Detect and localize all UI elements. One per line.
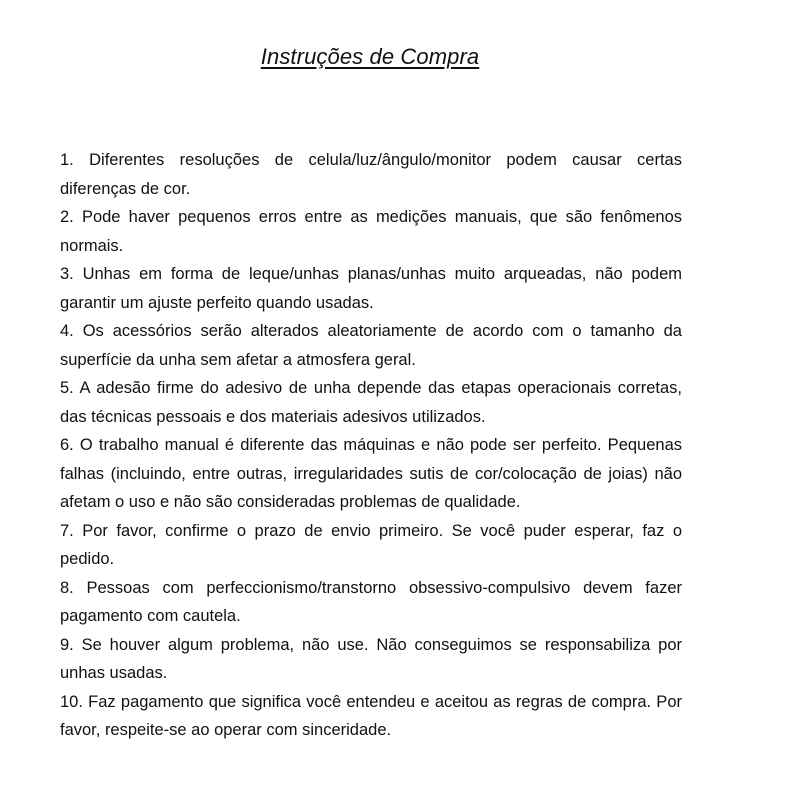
instruction-item-4: 4. Os acessórios serão alterados aleatoriamente de acordo com o tamanho da superfície da unha sem afetar a atmosfera geral. <box>60 322 682 369</box>
page-title: Instruções de Compra <box>260 44 480 69</box>
instruction-item-5: 5. A adesão firme do adesivo de unha depende das etapas operacionais corretas, das técnicas pessoais e dos materiais adesivos utilizados. <box>60 379 682 426</box>
instruction-item-3: 3. Unhas em forma de leque/unhas planas/unhas muito arqueadas, não podem garantir um ajuste perfeito quando usadas. <box>60 265 682 312</box>
instructions-list <box>60 146 682 745</box>
instruction-item-7: 7. Por favor, confirme o prazo de envio primeiro. Se você puder esperar, faz o pedido. <box>60 521 682 568</box>
instruction-item-1: 1. Diferentes resoluções de celula/luz/ângulo/monitor podem causar certas diferenças de cor. <box>60 151 682 198</box>
instruction-item-2: 2. Pode haver pequenos erros entre as medições manuais, que são fenômenos normais. <box>60 208 682 255</box>
instruction-item-8: 8. Pessoas com perfeccionismo/transtorno obsessivo-compulsivo devem fazer pagamento com cautela. <box>60 578 682 625</box>
instruction-item-9: 9. Se houver algum problema, não use. Não conseguimos se responsabiliza por unhas usadas. <box>60 635 682 682</box>
instruction-item-6: 6. O trabalho manual é diferente das máquinas e não pode ser perfeito. Pequenas falhas (incluindo, entre outras, irregularidades sutis de cor/colocação de joias) não afetam o uso e não são consideradas problemas de qualidade. <box>60 436 682 511</box>
instruction-item-10: 10. Faz pagamento que significa você entendeu e aceitou as regras de compra. Por favor, respeite-se ao operar com sinceridade. <box>60 692 682 739</box>
